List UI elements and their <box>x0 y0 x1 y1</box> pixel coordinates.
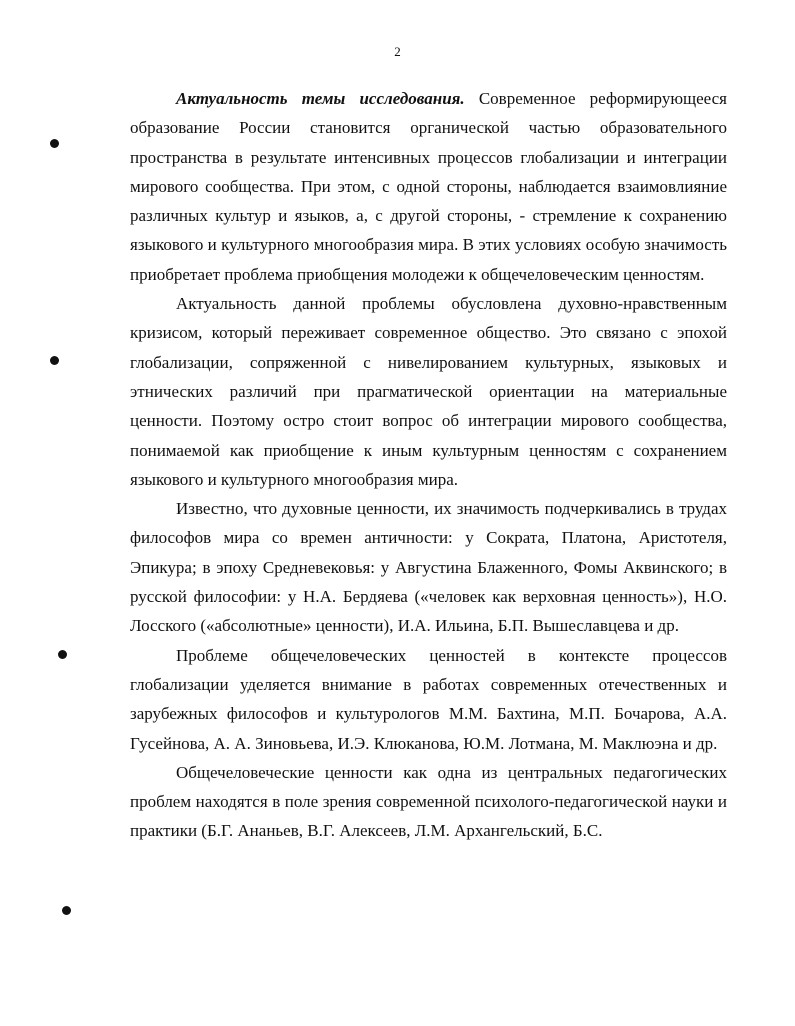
margin-dot <box>50 356 59 365</box>
paragraph-text: Актуальность данной проблемы обусловлена духовно-нравственным кризисом, который переживает современное общество. Это связано с эпохой глобализации, сопряженной с нивелированием культурных, языковых и этнических различий при прагматической ориентации на материальные ценности. Поэтому остро стоит вопрос об интеграции мирового сообщества, понимаемой как приобщение к иным культурным ценностям с сохранением языкового и культурного многообразия мира. <box>130 294 727 489</box>
paragraph-text: Проблеме общечеловеческих ценностей в контексте процессов глобализации уделяется внимание в работах современных отечественных и зарубежных философов и культурологов М.М. Бахтина, М.П. Бочарова, А.А. Гусейнова, А. А. Зиновьева, И.Э. Клюканова, Ю.М. Лотмана, М. Маклюэна и др. <box>130 645 727 753</box>
paragraph-lead: Актуальность темы исследования. <box>176 89 465 108</box>
margin-dot <box>62 906 71 915</box>
paragraph-text: Известно, что духовные ценности, их значимость подчеркивались в трудах философов мира со времен античности: у Сократа, Платона, Аристотеля, Эпикура; в эпоху Средневековья: у Августина Блаженного, Фомы Аквинского; в русской философии: у Н.А. Бердяева («человек как верховная ценность»), Н.О. Лосского («абсолютные» ценности), И.А. Ильина, Б.П. Вышеславцева и др. <box>130 499 727 636</box>
paragraph-text: Современное реформирующееся образование России становится органической частью образовательного пространства в результате интенсивных процессов глобализации и интеграции мирового сообщества. При этом, с одной стороны, наблюдается взаимовлияние различных культур и языков, а, с другой стороны, - стремление к сохранению языкового и культурного многообразия мира. В этих условиях особую значимость приобретает проблема приобщения молодежи к общечеловеческим ценностям. <box>130 89 727 284</box>
margin-dot <box>58 650 67 659</box>
paragraph <box>130 289 727 494</box>
page-number: 2 <box>394 44 401 59</box>
margin-dot <box>50 139 59 148</box>
paragraph <box>130 641 727 758</box>
paragraph <box>130 758 727 846</box>
paragraph-relevance <box>130 84 727 289</box>
paragraph <box>130 494 727 640</box>
paragraph-text: Общечеловеческие ценности как одна из центральных педагогических проблем находятся в поле зрения современной психолого-педагогической науки и практики (Б.Г. Ананьев, В.Г. Алексеев, Л.М. Архангельский, Б.С. <box>130 762 727 841</box>
document-body <box>130 84 727 846</box>
